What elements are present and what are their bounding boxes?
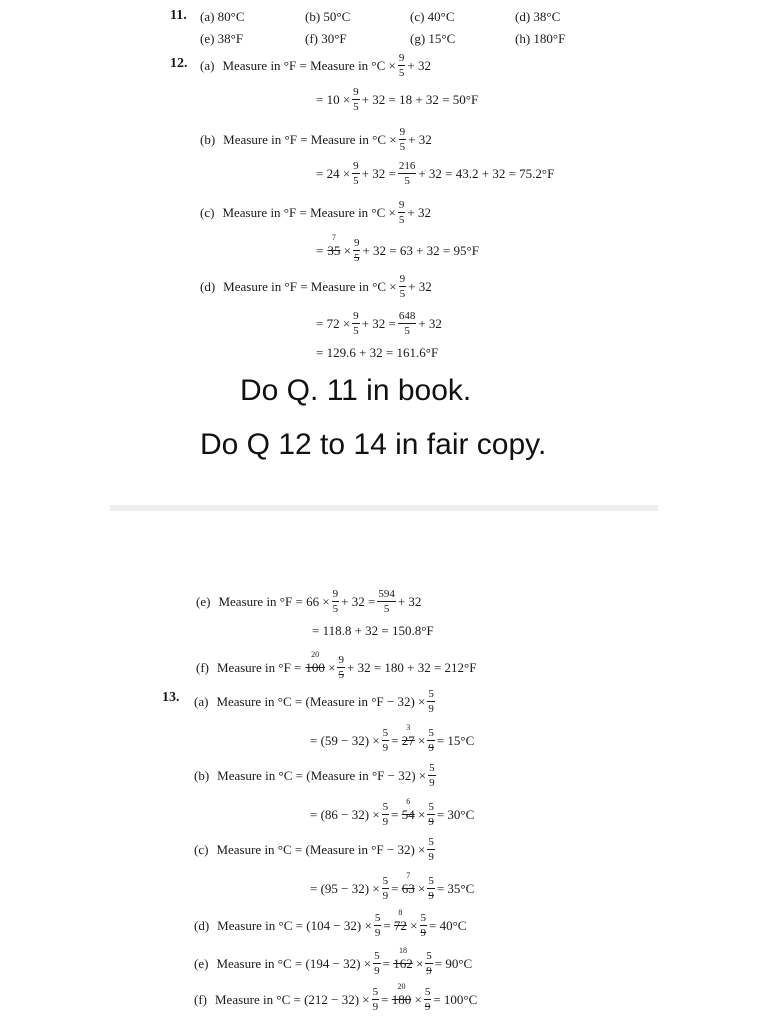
cancel-original: 100 [305,660,325,676]
part-label: (e) [196,594,211,610]
q12d-line1 [200,273,432,300]
question-number-13: 13. [162,690,180,705]
q11-answer-f: (f) 30°F [305,31,347,46]
fraction-numerator: 9 [353,237,361,251]
part-label: (a) [194,694,209,710]
q13f-line: (f) Measure in °C = (212 − 32) × $\frac{5}{9}$ = 20 180 × $\frac{5}{9}$ = 100°C [194,982,478,1014]
step-result: + 32 = 63 + 32 = 95°F [362,243,479,259]
fraction-five-ninths [382,801,390,828]
question-number-12: 12. [170,56,188,71]
fraction-denominator: 9 [428,816,434,829]
q12d-line3: = 129.6 + 32 = 161.6°F [316,345,439,360]
fraction-numerator: 216 [398,160,417,174]
fraction-numerator: 5 [428,762,436,776]
cancelled-value [401,871,415,897]
q13b-line1 [194,762,438,789]
fraction-denominator: 9 [374,927,381,940]
q12e-line1 [196,588,421,615]
fraction-denominator: 5 [353,325,359,338]
fraction-five-ninths [425,950,433,977]
formula-tail: + 32 [407,58,431,74]
q12a-line2 [316,86,478,113]
formula-text: Measure in °F = [217,660,302,676]
fraction-nine-fifths [399,126,407,153]
q12a-line1 [200,52,431,79]
fraction-five-ninths [427,727,435,754]
fraction-numerator: 9 [352,86,360,100]
fraction-five-ninths [374,912,382,939]
fraction-nine-fifths [353,237,361,264]
cancel-quotient: 18 [398,946,407,956]
note-fair-copy-instruction: Do Q 12 to 14 in fair copy. [200,428,547,461]
part-label: (b) [200,132,216,148]
fraction-denominator: 5 [353,175,359,188]
fraction-nine-fifths [352,310,360,337]
fraction-denominator: 9 [426,965,432,978]
step-result: + 32 = 180 + 32 = 212°F [346,660,477,676]
cancel-quotient: 20 [397,982,406,992]
part-label: (f) [194,992,207,1008]
step-text: + 32 = [361,166,396,182]
fraction-numerator: 5 [427,727,435,741]
cancelled-value [393,908,407,934]
cancelled-value [391,982,412,1008]
fraction-numerator: 5 [420,912,428,926]
fraction-denominator: 5 [404,325,410,338]
fraction-denominator: 9 [382,816,389,829]
cancel-quotient: 8 [398,908,403,918]
fraction-numerator: 5 [382,875,390,889]
part-label: (c) [194,842,209,858]
fraction-five-ninths [373,950,381,977]
fraction-denominator: 9 [424,1001,431,1014]
step-text: = (95 − 32) × [310,881,380,897]
step-text: = 72 × [316,316,351,332]
step-text: = 24 × [316,166,351,182]
fraction-denominator: 5 [398,214,405,227]
step-result: + 32 [418,316,442,332]
fraction-numerator: 9 [399,126,407,140]
step-result: = 40°C [429,918,467,934]
fraction-numerator: 5 [425,950,433,964]
cancel-quotient: 3 [406,723,411,733]
formula-text: Measure in °F = Measure in °C × [222,205,396,221]
step-result: = 15°C [436,733,475,749]
fraction-numerator: 9 [337,654,345,668]
q13a-line2: = (59 − 32) × $\frac{5}{9}$ = 3 27 × $\frac{5}{9}$ = 15°C [310,723,475,755]
fraction-denominator: 9 [374,965,380,978]
formula-tail: + 32 [407,205,431,221]
q13d-line: (d) Measure in °C = (104 − 32) × $\frac{5}{9}$ = 8 72 × $\frac{5}{9}$ = 40°C [194,908,467,940]
step-result: = 30°C [436,807,475,823]
fraction-denominator: 9 [428,703,434,716]
fraction-nine-fifths [332,588,340,615]
fraction-numerator: 5 [374,912,382,926]
q11-answer-a: (a) 80°C [200,9,245,24]
fraction-five-ninths [420,912,428,939]
part-label: (f) [196,660,209,676]
step-result: = 35°C [436,881,475,897]
formula-text: Measure in °C = (Measure in °F − 32) × [216,694,426,710]
q11-answer-b: (b) 50°C [305,9,351,24]
q12f-line1: (f) Measure in °F = 20 100 × $\frac{9}{5}$ + 32 = 180 + 32 = 212°F [196,650,477,682]
fraction-numerator: 9 [352,310,360,324]
q11-answer-g: (g) 15°C [410,31,456,46]
fraction-denominator: 9 [382,890,389,903]
fraction-denominator: 5 [353,252,360,265]
step-text: = (86 − 32) × [310,807,380,823]
fraction-numerator: 9 [398,199,406,213]
step-text: + 32 = [341,594,376,610]
step-result: + 32 = 43.2 + 32 = 75.2°F [418,166,555,182]
fraction-numerator: 648 [398,310,417,324]
cancel-original: 54 [401,807,415,823]
step-text: = 10 × [316,92,351,108]
q12e-line2: = 118.8 + 32 = 150.8°F [312,623,434,638]
fraction-numerator: 5 [427,688,435,702]
step-result: = 100°C [433,992,478,1008]
q13c-line2: = (95 − 32) × $\frac{5}{9}$ = 7 63 × $\frac{5}{9}$ = 35°C [310,871,475,903]
fraction-denominator: 9 [428,890,434,903]
q12d-line2 [316,310,442,337]
fraction-numerator: 9 [399,273,407,287]
cancel-original: 35 [327,243,341,259]
fraction-five-ninths [428,762,436,789]
fraction-five-ninths [382,875,390,902]
cancelled-value [401,797,415,823]
part-label: (d) [194,918,210,934]
fraction-denominator: 9 [428,851,434,864]
fraction-five-ninths [427,801,435,828]
fraction-numerator: 9 [398,52,406,66]
fraction-nine-fifths [398,52,406,79]
part-label: (d) [200,279,216,295]
cancelled-value [327,233,341,259]
page-divider [110,505,658,511]
formula-text: Measure in °F = Measure in °C × [223,132,397,148]
cancel-original: 180 [391,992,412,1008]
fraction-denominator: 5 [383,603,390,616]
fraction-nine-fifths [399,273,407,300]
step-text: + 32 = [361,316,396,332]
fraction-numerator: 5 [427,875,435,889]
fraction-denominator: 5 [338,669,344,682]
fraction-numerator: 5 [427,836,435,850]
formula-text: Measure in °C = (Measure in °F − 32) × [216,842,426,858]
cancel-original: 27 [401,733,415,749]
fraction-five-ninths [427,875,435,902]
fraction-numerator: 594 [377,588,396,602]
fraction-numerator: 5 [372,986,380,1000]
cancelled-value [305,650,325,676]
cancel-quotient: 7 [331,233,336,243]
fraction-nine-fifths [337,654,345,681]
fraction-648-fifths [398,310,417,337]
fraction-five-ninths [427,836,435,863]
fraction-numerator: 9 [352,160,360,174]
formula-text: Measure in °C = (194 − 32) × [216,956,372,972]
step-text: = [316,243,324,259]
fraction-denominator: 5 [398,67,405,80]
formula-text: Measure in °C = (Measure in °F − 32) × [217,768,427,784]
cancel-quotient: 7 [406,871,411,881]
fraction-denominator: 5 [399,288,406,301]
step-result: = 90°C [434,956,473,972]
fraction-denominator: 5 [404,175,410,188]
q12b-line2 [316,160,554,187]
note-book-instruction: Do Q. 11 in book. [240,374,472,407]
fraction-numerator: 5 [424,986,432,1000]
question-number-11: 11. [170,8,187,23]
q13a-line1 [194,688,437,715]
q11-answer-e: (e) 38°F [200,31,244,46]
q11-answer-c: (c) 40°C [410,9,455,24]
q13b-line2: = (86 − 32) × $\frac{5}{9}$ = 6 54 × $\frac{5}{9}$ = 30°C [310,797,475,829]
q11-answer-h: (h) 180°F [515,31,566,46]
fraction-216-fifths [398,160,417,187]
part-label: (b) [194,768,210,784]
formula-text: Measure in °F = Measure in °C × [222,58,396,74]
formula-text: Measure in °F = Measure in °C × [223,279,397,295]
q11-answer-d: (d) 38°C [515,9,561,24]
formula-tail: + 32 [408,132,432,148]
fraction-denominator: 9 [420,927,427,940]
step-result: + 32 = 18 + 32 = 50°F [361,92,479,108]
fraction-denominator: 5 [332,603,339,616]
fraction-numerator: 5 [373,950,381,964]
cancel-quotient: 6 [406,797,411,807]
q13e-line: (e) Measure in °C = (194 − 32) × $\frac{5}{9}$ = 18 162 × $\frac{5}{9}$ = 90°C [194,946,473,978]
part-label: (a) [200,58,215,74]
fraction-five-ninths [382,727,390,754]
cancel-quotient: 20 [311,650,320,660]
fraction-five-ninths [372,986,380,1013]
fraction-numerator: 5 [382,801,390,815]
fraction-five-ninths [424,986,432,1013]
fraction-denominator: 9 [428,742,434,755]
step-text: = (59 − 32) × [310,733,380,749]
fraction-denominator: 5 [353,101,359,114]
fraction-numerator: 5 [427,801,435,815]
fraction-nine-fifths [352,86,360,113]
q12c-line2: = 7 35 × $\frac{9}{5}$ + 32 = 63 + 32 = 95°F [316,233,479,265]
fraction-denominator: 5 [399,141,406,154]
fraction-denominator: 9 [372,1001,379,1014]
cancel-original: 63 [401,881,415,897]
q12b-line1 [200,126,432,153]
part-label: (c) [200,205,215,221]
fraction-five-ninths [427,688,435,715]
formula-text: Measure in °C = (212 − 32) × [215,992,370,1008]
cancel-original: 162 [393,956,413,972]
fraction-numerator: 5 [382,727,390,741]
q13c-line1 [194,836,437,863]
fraction-nine-fifths [398,199,406,226]
formula-text: Measure in °F = 66 × [218,594,330,610]
fraction-nine-fifths [352,160,360,187]
fraction-numerator: 9 [332,588,340,602]
fraction-denominator: 9 [382,742,389,755]
fraction-denominator: 9 [429,777,435,790]
formula-text: Measure in °C = (104 − 32) × [217,918,372,934]
q12c-line1 [200,199,431,226]
part-label: (e) [194,956,209,972]
formula-tail: + 32 [408,279,432,295]
cancelled-value [393,946,413,972]
cancel-original: 72 [393,918,407,934]
fraction-594-fifths [377,588,396,615]
step-result: + 32 [397,594,422,610]
cancelled-value [401,723,415,749]
